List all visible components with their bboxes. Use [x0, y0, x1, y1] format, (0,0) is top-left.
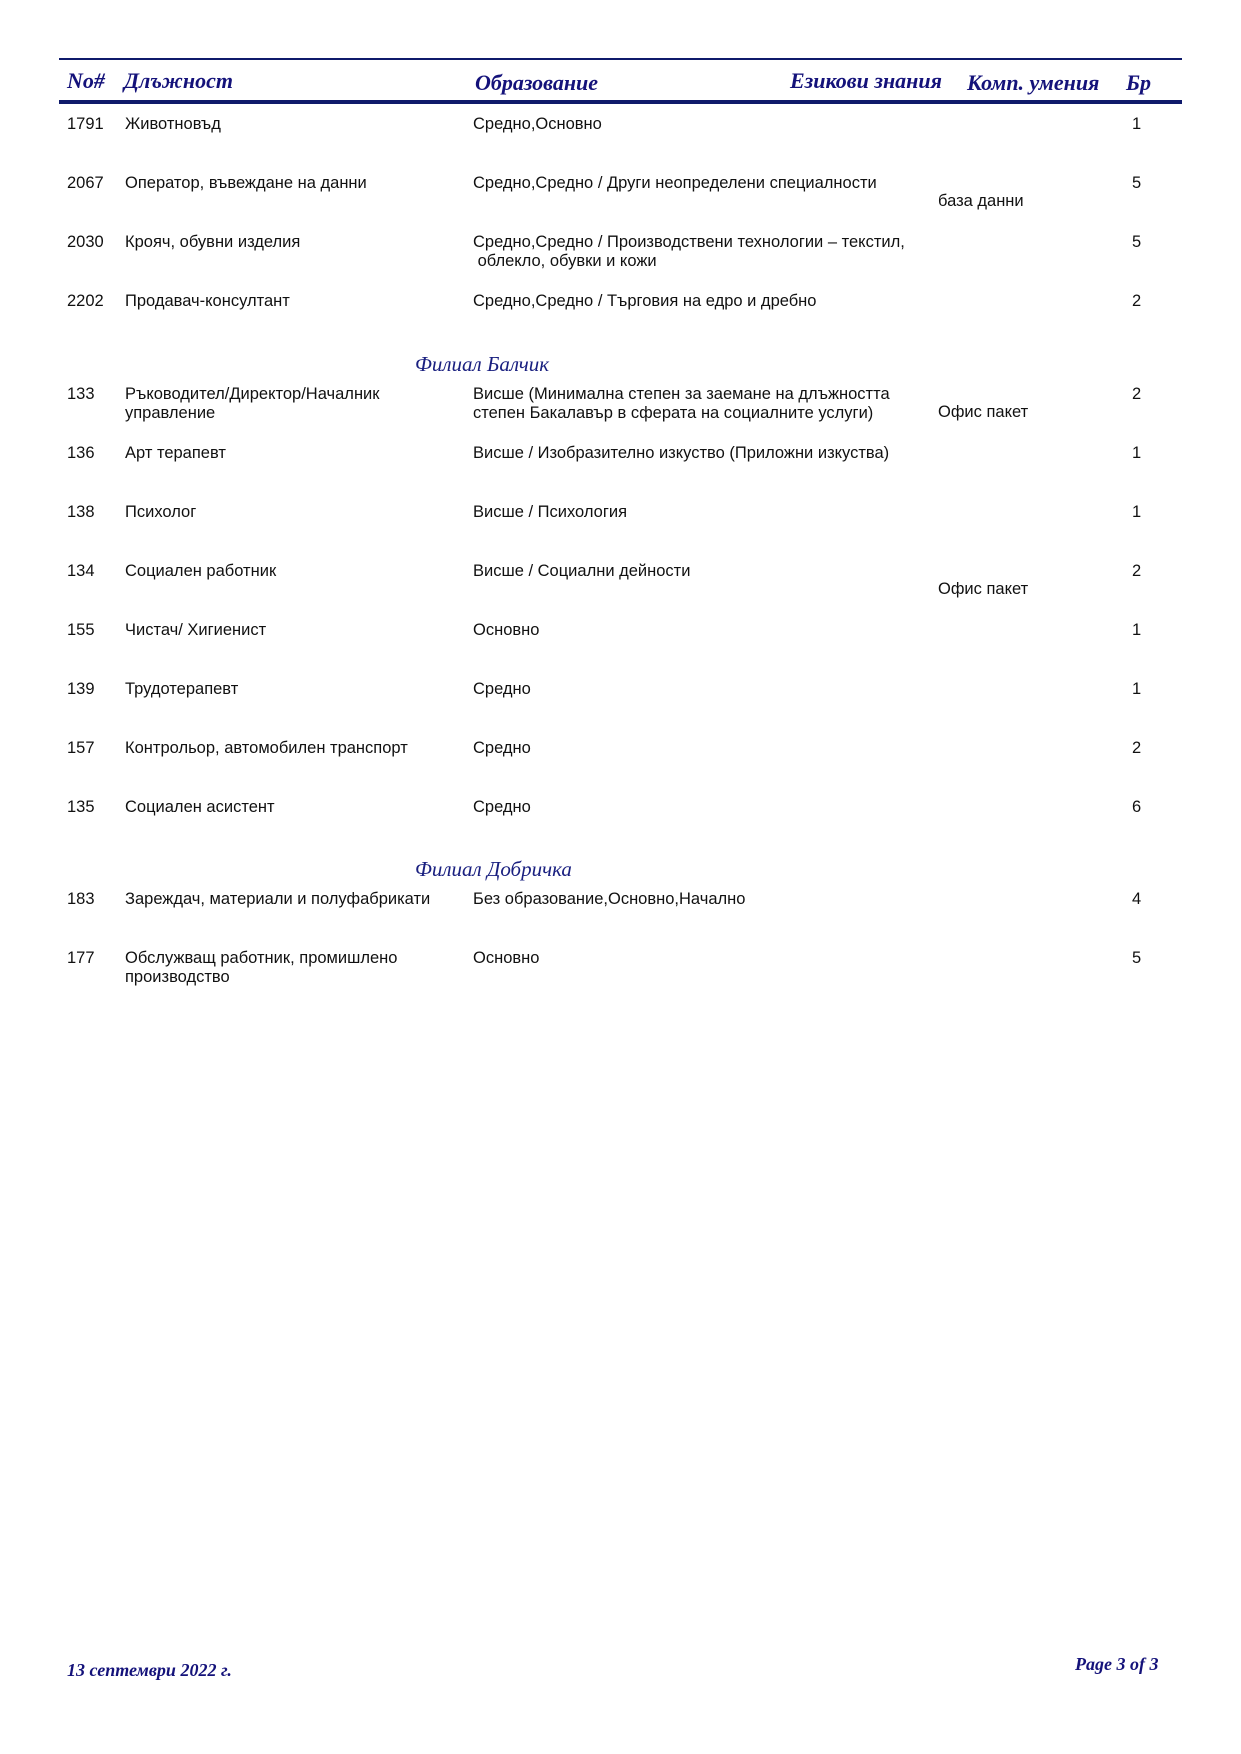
row-count: 6: [1132, 798, 1142, 816]
row-no: 135: [67, 798, 95, 816]
row-no: 155: [67, 621, 95, 639]
row-count: 1: [1132, 503, 1142, 521]
header-rule-top: [59, 58, 1182, 60]
row-education: Средно: [473, 680, 531, 698]
row-count: 1: [1132, 680, 1142, 698]
row-education-line2: степен Бакалавър в сферата на социалните услуги): [473, 404, 874, 422]
row-education: Средно,Средно / Други неопределени специалности: [473, 174, 877, 192]
row-education: Средно: [473, 739, 531, 757]
row-position: Контрольор, автомобилен транспорт: [125, 739, 408, 757]
row-education: Средно: [473, 798, 531, 816]
row-count: 2: [1132, 562, 1142, 580]
header-no: No#: [67, 68, 105, 93]
row-no: 2202: [67, 292, 104, 310]
row-no: 134: [67, 562, 95, 580]
row-no: 177: [67, 949, 95, 967]
row-education: Висше / Социални дейности: [473, 562, 691, 580]
row-position: Психолог: [125, 503, 197, 521]
header-position: Длъжност: [124, 68, 233, 93]
row-no: 2030: [67, 233, 104, 251]
row-position: Животновъд: [125, 115, 221, 133]
row-count: 1: [1132, 444, 1142, 462]
header-rule-bottom: [59, 100, 1182, 104]
row-no: 183: [67, 890, 95, 908]
row-education: Средно,Средно / Производствени технологии – текстил,: [473, 233, 905, 251]
row-position-line2: управление: [125, 404, 216, 422]
row-position: Трудотерапевт: [125, 680, 239, 698]
row-computer-skills: Офис пакет: [938, 403, 1029, 421]
row-count: 1: [1132, 115, 1142, 133]
row-education-line2: облекло, обувки и кожи: [473, 252, 657, 270]
row-count: 2: [1132, 385, 1142, 403]
row-count: 5: [1132, 233, 1142, 251]
section-title: Филиал Балчик: [415, 352, 550, 376]
row-position: Социален работник: [125, 562, 277, 580]
header-languages: Езикови знания: [790, 68, 942, 93]
header-count: Бр: [1126, 70, 1151, 95]
row-computer-skills: база данни: [938, 192, 1024, 210]
row-position: Ръководител/Директор/Началник: [125, 385, 380, 403]
row-no: 133: [67, 385, 95, 403]
row-no: 138: [67, 503, 95, 521]
row-count: 4: [1132, 890, 1142, 908]
row-count: 2: [1132, 739, 1142, 757]
row-no: 139: [67, 680, 95, 698]
row-education: Основно: [473, 621, 540, 639]
row-computer-skills: Офис пакет: [938, 580, 1029, 598]
row-position: Социален асистент: [125, 798, 275, 816]
row-position: Арт терапевт: [125, 444, 226, 462]
row-position: Чистач/ Хигиенист: [125, 621, 267, 639]
row-count: 5: [1132, 174, 1142, 192]
row-position: Обслужващ работник, промишлено: [125, 949, 398, 967]
row-education: Висше (Минимална степен за заемане на длъжността: [473, 385, 890, 403]
row-position: Продавач-консултант: [125, 292, 290, 310]
row-no: 136: [67, 444, 95, 462]
row-education: Висше / Изобразително изкуство (Приложни изкуства): [473, 444, 890, 462]
row-education: Висше / Психология: [473, 503, 628, 521]
row-education: Без образование,Основно,Начално: [473, 890, 746, 908]
footer-page-number: Page 3 of 3: [1075, 1654, 1159, 1674]
row-no: 157: [67, 739, 95, 757]
row-no: 1791: [67, 115, 104, 133]
footer-date: 13 септември 2022 г.: [67, 1660, 232, 1680]
row-no: 2067: [67, 174, 104, 192]
row-count: 1: [1132, 621, 1142, 639]
row-position: Зареждач, материали и полуфабрикати: [125, 890, 431, 908]
section-title: Филиал Добричка: [415, 857, 572, 881]
row-count: 5: [1132, 949, 1142, 967]
row-position-line2: производство: [125, 968, 230, 986]
row-count: 2: [1132, 292, 1142, 310]
row-education: Средно,Средно / Търговия на едро и дребно: [473, 292, 817, 310]
row-position: Крояч, обувни изделия: [125, 233, 301, 251]
row-education: Средно,Основно: [473, 115, 602, 133]
header-education: Образование: [475, 70, 599, 95]
row-position: Оператор, въвеждане на данни: [125, 174, 367, 192]
header-computer-skills: Комп. умения: [967, 70, 1100, 95]
row-education: Основно: [473, 949, 540, 967]
